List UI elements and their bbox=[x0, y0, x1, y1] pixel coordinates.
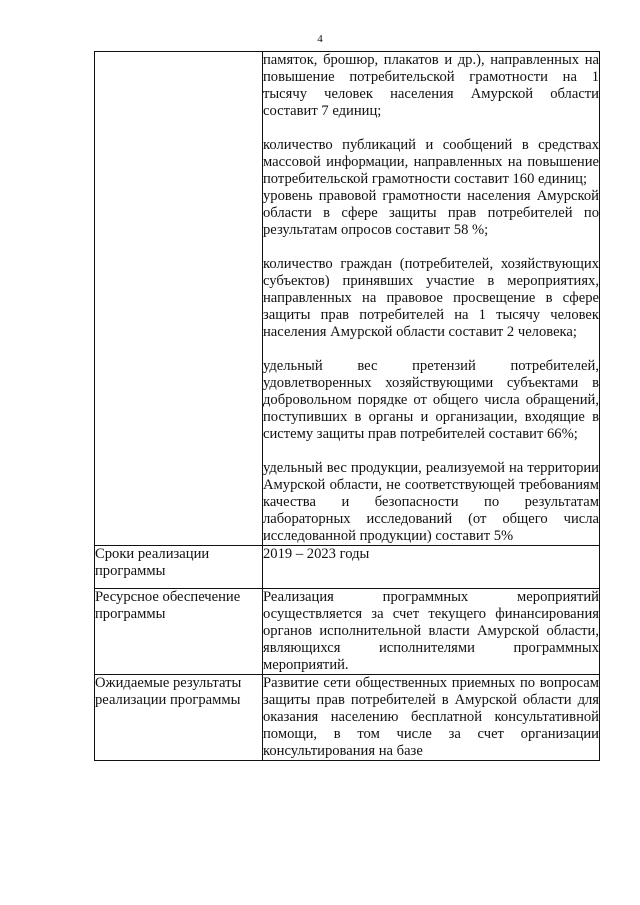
table-row bbox=[95, 675, 600, 761]
row-label bbox=[95, 52, 263, 546]
indicator-participants: количество граждан (потребителей, хозяйствующих субъектов) принявших участие в мероприятиях, направленных на правовое просвещение в сфере защиты прав потребителей на 1 тысячу человек населения Амурской области составит 2 человека; bbox=[263, 256, 599, 340]
indicator-legal-literacy: уровень правовой грамотности населения Амурской области в сфере защиты прав потребителей по результатам опросов составит 58 %; bbox=[263, 188, 599, 238]
row-label-results: Ожидаемые результаты реализации программы bbox=[95, 675, 263, 761]
indicator-claims-satisfied: удельный вес претензий потребителей, удовлетворенных хозяйствующими субъектами в добровольном порядке от общего числа обращений, поступивших в органы и организации, входящие в систему защиты прав потребителей составит 66%; bbox=[263, 358, 599, 442]
indicator-media-publications: количество публикаций и сообщений в средствах массовой информации, направленных на повышение потребительской грамотности составит 160 единиц; bbox=[263, 137, 599, 187]
table-row bbox=[95, 589, 600, 675]
row-label-terms: Сроки реализации программы bbox=[95, 546, 263, 589]
row-value-terms bbox=[263, 546, 600, 589]
table-row bbox=[95, 52, 600, 546]
row-value-results bbox=[263, 675, 600, 761]
row-value bbox=[263, 52, 600, 546]
row-value-resources bbox=[263, 589, 600, 675]
resources-text: Реализация программных мероприятий осуществляется за счет текущего финансирования органов исполнительной власти Амурской области, являющихся исполнителями программных мероприятий. bbox=[263, 589, 599, 673]
terms-text: 2019 – 2023 годы bbox=[263, 546, 370, 562]
indicator-printed-materials: памяток, брошюр, плакатов и др.), направленных на повышение потребительской грамотности на 1 тысячу человек населения Амурской области составит 7 единиц; bbox=[263, 52, 599, 119]
results-text: Развитие сети общественных приемных по вопросам защиты прав потребителей в Амурской области для оказания населению бесплатной консультативной помощи, в том числе за счет организации консультирования на базе bbox=[263, 675, 599, 759]
passport-table bbox=[94, 51, 600, 761]
page-number: 4 bbox=[317, 33, 323, 45]
table-row bbox=[95, 546, 600, 589]
indicator-noncompliant-products: удельный вес продукции, реализуемой на территории Амурской области, не соответствующей требованиям качества и безопасности по результатам лабораторных исследований (от общего числа исследованной продукции) составит 5% bbox=[263, 460, 599, 544]
row-label-resources: Ресурсное обеспечение программы bbox=[95, 589, 263, 675]
